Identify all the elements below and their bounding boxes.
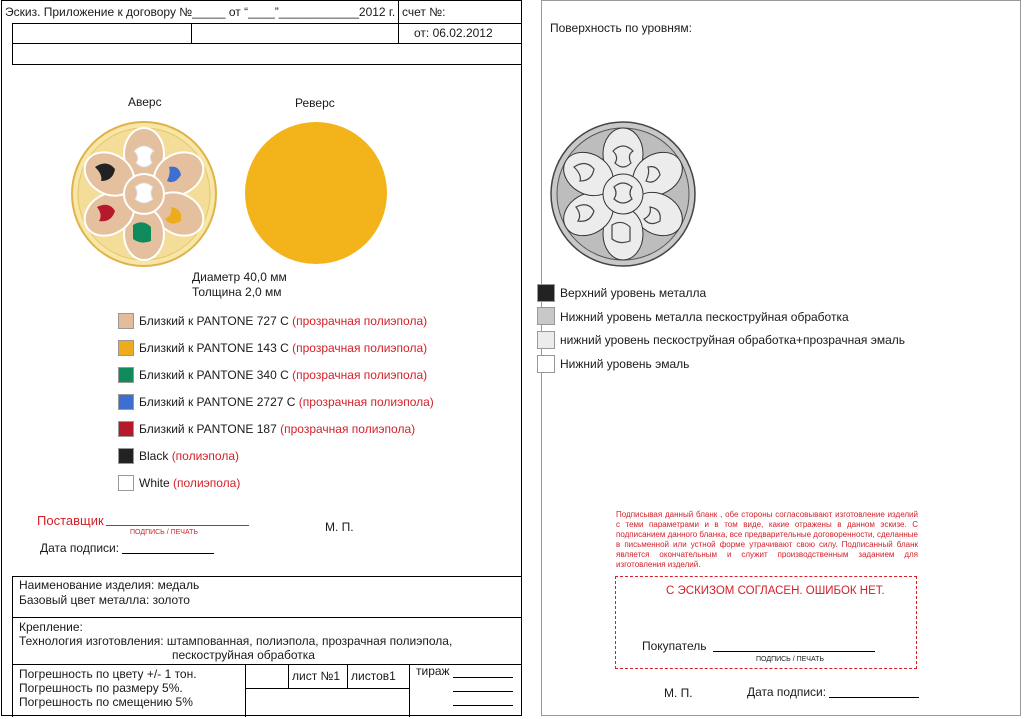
product-name: Наименование изделия: медаль: [19, 578, 200, 592]
buyer-sign-caption: ПОДПИСЬ / ПЕЧАТЬ: [756, 656, 824, 663]
legend-swatch-2727: [118, 394, 134, 410]
product-technology-1: Технология изготовления: штампованная, полиэпола, прозрачная полиэпола,: [19, 634, 453, 648]
left-sheet: [1, 0, 522, 716]
print-run-label: тираж: [416, 664, 450, 678]
sheet-count: листов1: [351, 669, 396, 683]
print-run-line-3[interactable]: [453, 705, 513, 706]
sheet-info-line: [245, 688, 409, 689]
level-lower-sandblast: Нижний уровень металла пескоструйная обработка: [560, 310, 849, 324]
product-fastening: Крепление:: [19, 620, 83, 634]
diameter-text: Диаметр 40,0 мм: [192, 270, 287, 284]
sheet-info-vline-1: [245, 664, 246, 717]
buyer-signature-line[interactable]: [713, 651, 875, 652]
tolerance-color: Погрешность по цвету +/- 1 тон.: [19, 667, 197, 681]
header-line-2: [12, 43, 522, 44]
surface-levels-title: Поверхность по уровням:: [550, 21, 692, 35]
header-line-3: [12, 64, 522, 65]
tolerance-offset: Погрешность по смещению 5%: [19, 695, 193, 709]
legend-swatch-340: [118, 367, 134, 383]
right-sheet: [541, 0, 1021, 716]
levels-medal-image: [550, 121, 696, 267]
legend-swatch-187: [118, 421, 134, 437]
header-line-1: [12, 23, 522, 24]
level-sandblast-enamel: нижний уровень пескоструйная обработка+прозрачная эмаль: [560, 333, 906, 347]
buyer-date-line[interactable]: [829, 697, 919, 698]
supplier-date-line[interactable]: [122, 553, 214, 554]
print-run-line-1[interactable]: [453, 677, 513, 678]
thickness-text: Толщина 2,0 мм: [192, 285, 282, 299]
legend-swatch-727: [118, 313, 134, 329]
level-enamel: Нижний уровень эмаль: [560, 357, 690, 371]
sheet-number: лист №1: [292, 669, 341, 683]
reverse-medal-image: [244, 121, 388, 265]
product-table-top: [12, 576, 522, 577]
sheet-info-vline-2: [288, 664, 289, 688]
date-label: от: 06.02.2012: [414, 26, 493, 40]
header-vline-1: [191, 23, 192, 43]
level-swatch-lower-sandblast: [537, 307, 555, 325]
supplier-sign-caption: ПОДПИСЬ / ПЕЧАТЬ: [130, 529, 198, 536]
supplier-mp: М. П.: [325, 520, 354, 534]
contract-title: Эскиз. Приложение к договору №_____ от “____”____________2012 г.: [5, 5, 396, 19]
buyer-date-label: Дата подписи:: [747, 685, 827, 699]
print-run-line-2[interactable]: [453, 691, 513, 692]
level-swatch-top-metal: [537, 284, 555, 302]
legend-item-340: Близкий к PANTONE 340 C (прозрачная полиэпола): [139, 368, 428, 382]
legend-item-143: Близкий к PANTONE 143 C (прозрачная полиэпола): [139, 341, 428, 355]
sheet-info-vline-4: [409, 664, 410, 717]
legend-swatch-143: [118, 340, 134, 356]
obverse-medal-image: [71, 121, 217, 267]
avers-label: Аверс: [128, 95, 162, 109]
product-base-metal: Базовый цвет металла: золото: [19, 593, 190, 607]
product-table-left: [12, 576, 13, 717]
legend-item-187: Близкий к PANTONE 187 (прозрачная полиэпола): [139, 422, 416, 436]
buyer-mp: М. П.: [664, 686, 693, 700]
header-vline-2: [398, 1, 399, 43]
legend-swatch-black: [118, 448, 134, 464]
legend-item-white: White (полиэпола): [139, 476, 241, 490]
buyer-label: Покупатель: [642, 639, 707, 653]
invoice-label: счет №:: [402, 5, 446, 19]
supplier-label: Поставщик: [37, 513, 104, 528]
legend-item-black: Black (полиэпола): [139, 449, 239, 463]
level-swatch-enamel: [537, 355, 555, 373]
legend-item-2727: Близкий к PANTONE 2727 C (прозрачная полиэпола): [139, 395, 434, 409]
agreed-text: С ЭСКИЗОМ СОГЛАСЕН. ОШИБОК НЕТ.: [666, 585, 885, 597]
level-swatch-sandblast-enamel: [537, 331, 555, 349]
product-table-mid: [12, 617, 522, 618]
level-top-metal: Верхний уровень металла: [560, 286, 707, 300]
tolerance-size: Погрешность по размеру 5%.: [19, 681, 183, 695]
header-vline-left: [12, 23, 13, 65]
supplier-signature-line[interactable]: [106, 525, 249, 526]
agreement-box: [615, 576, 917, 669]
sheet-info-vline-3: [347, 664, 348, 688]
agreement-notice: Подписывая данный бланк , обе стороны согласовывают изготовление изделий с теми параметрами и в том виде, какие отражены в данном эскизе. С подписанием данного бланка, все предварительные договоренности, сделанные в письменной или устной форме утрачивают свою силу. Подписанный бланк является окончательным и служит производственным заданием для изготовления изделий.: [616, 510, 918, 569]
legend-item-727: Близкий к PANTONE 727 C (прозрачная полиэпола): [139, 314, 428, 328]
legend-swatch-white: [118, 475, 134, 491]
supplier-date-label: Дата подписи:: [40, 541, 120, 555]
revers-label: Реверс: [295, 96, 335, 110]
product-technology-2: пескоструйная обработка: [172, 648, 315, 662]
